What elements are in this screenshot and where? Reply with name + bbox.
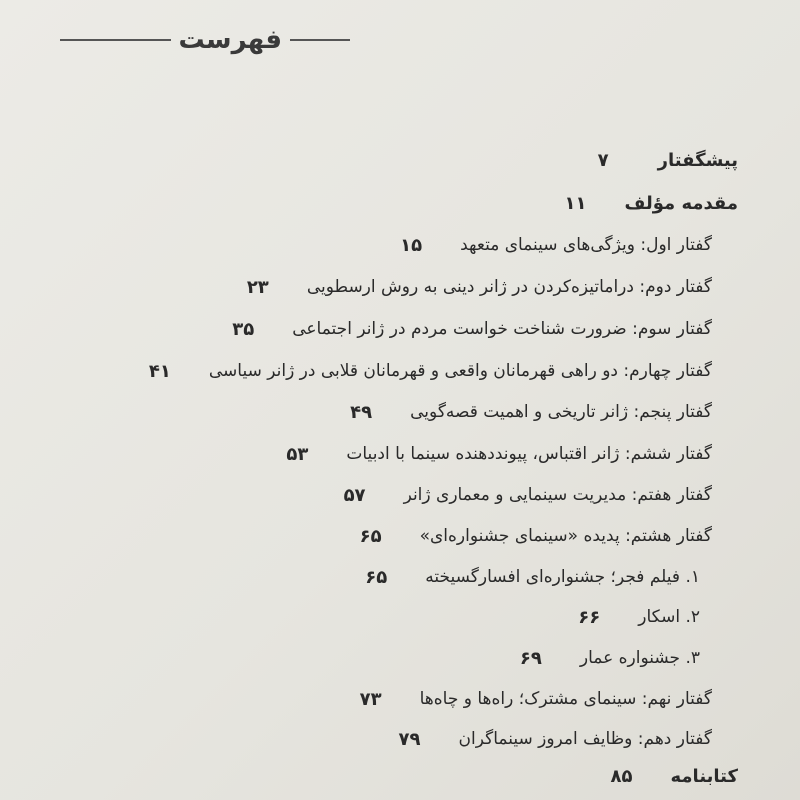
toc-entry-title: ۱. فیلم فجر؛ جشنواره‌ای افسارگسیخته: [425, 567, 700, 587]
toc-entry-page: ۱۱: [564, 192, 587, 214]
toc-entry: [565, 185, 738, 221]
toc-entry-page: ۵۷: [343, 484, 366, 506]
page-title: فهرست: [178, 25, 282, 55]
toc-entry-page: ۴۱: [148, 360, 171, 382]
toc-entry: [149, 353, 712, 389]
toc-entry: [360, 518, 712, 554]
toc-entry-title: گفتار دوم: دراماتیزه‌کردن در ژانر دینی به روش ارسطویی: [306, 277, 712, 297]
toc-entry-page: ۷۳: [359, 688, 382, 710]
toc-entry: [350, 394, 712, 430]
toc-entry: [520, 640, 700, 676]
toc-entry: [344, 477, 712, 513]
toc-entry-title: گفتار ششم: ژانر اقتباس، پیونددهنده سینما با ادبیات: [346, 444, 712, 464]
toc-entry: [360, 681, 712, 717]
toc-entry-title: پیشگفتار: [657, 149, 738, 171]
toc-entry-page: ۱۵: [400, 234, 423, 256]
toc-entry: [611, 758, 739, 794]
toc-entry-title: گفتار نهم: سینمای مشترک؛ راه‌ها و چاه‌ها: [419, 689, 712, 709]
toc-entry: [399, 721, 712, 757]
toc-entry-title: گفتار اول: ویژگی‌های سینمای متعهد: [460, 235, 712, 255]
toc-entry: [598, 142, 738, 178]
toc-entry-title: کتابنامه: [670, 765, 738, 787]
toc-entry: [400, 227, 712, 263]
toc-entry-title: گفتار دهم: وظایف امروز سینماگران: [458, 729, 712, 749]
toc-entry-title: ۳. جشنواره عمار: [579, 648, 700, 668]
toc-entry: [365, 559, 700, 595]
toc-entry: [247, 269, 712, 305]
toc-entry-page: ۸۵: [610, 765, 633, 787]
toc-entry-page: ۲۳: [246, 276, 269, 298]
toc-entry-title: گفتار هشتم: پدیده «سینمای جشنواره‌ای»: [419, 526, 712, 546]
toc-entry-title: گفتار چهارم: دو راهی قهرمانان واقعی و قهرمانان قلابی در ژانر سیاسی: [208, 361, 712, 381]
toc-entry-title: مقدمه مؤلف: [624, 192, 738, 214]
toc-entry-title: گفتار پنجم: ژانر تاریخی و اهمیت قصه‌گویی: [410, 402, 712, 422]
toc-entry-title: گفتار هفتم: مدیریت سینمایی و معماری ژانر: [403, 485, 712, 505]
toc-entry-page: ۴۹: [350, 401, 373, 423]
toc-entry-page: ۶۵: [365, 566, 388, 588]
toc-entry: [232, 311, 712, 347]
toc-entry: [286, 436, 712, 472]
toc-entry-title: گفتار سوم: ضرورت شناخت خواست مردم در ژانر اجتماعی: [292, 319, 712, 339]
toc-entry-page: ۶۵: [359, 525, 382, 547]
toc-entry-page: ۵۳: [286, 443, 309, 465]
toc-entry: [578, 599, 700, 635]
toc-entry-page: ۳۵: [232, 318, 255, 340]
toc-entry-page: ۷: [597, 149, 609, 171]
toc-entry-title: ۲. اسکار: [638, 607, 700, 627]
toc-entry-page: ۶۹: [519, 647, 542, 669]
toc-entry-page: ۶۶: [578, 606, 601, 628]
toc-entry-page: ۷۹: [398, 728, 421, 750]
